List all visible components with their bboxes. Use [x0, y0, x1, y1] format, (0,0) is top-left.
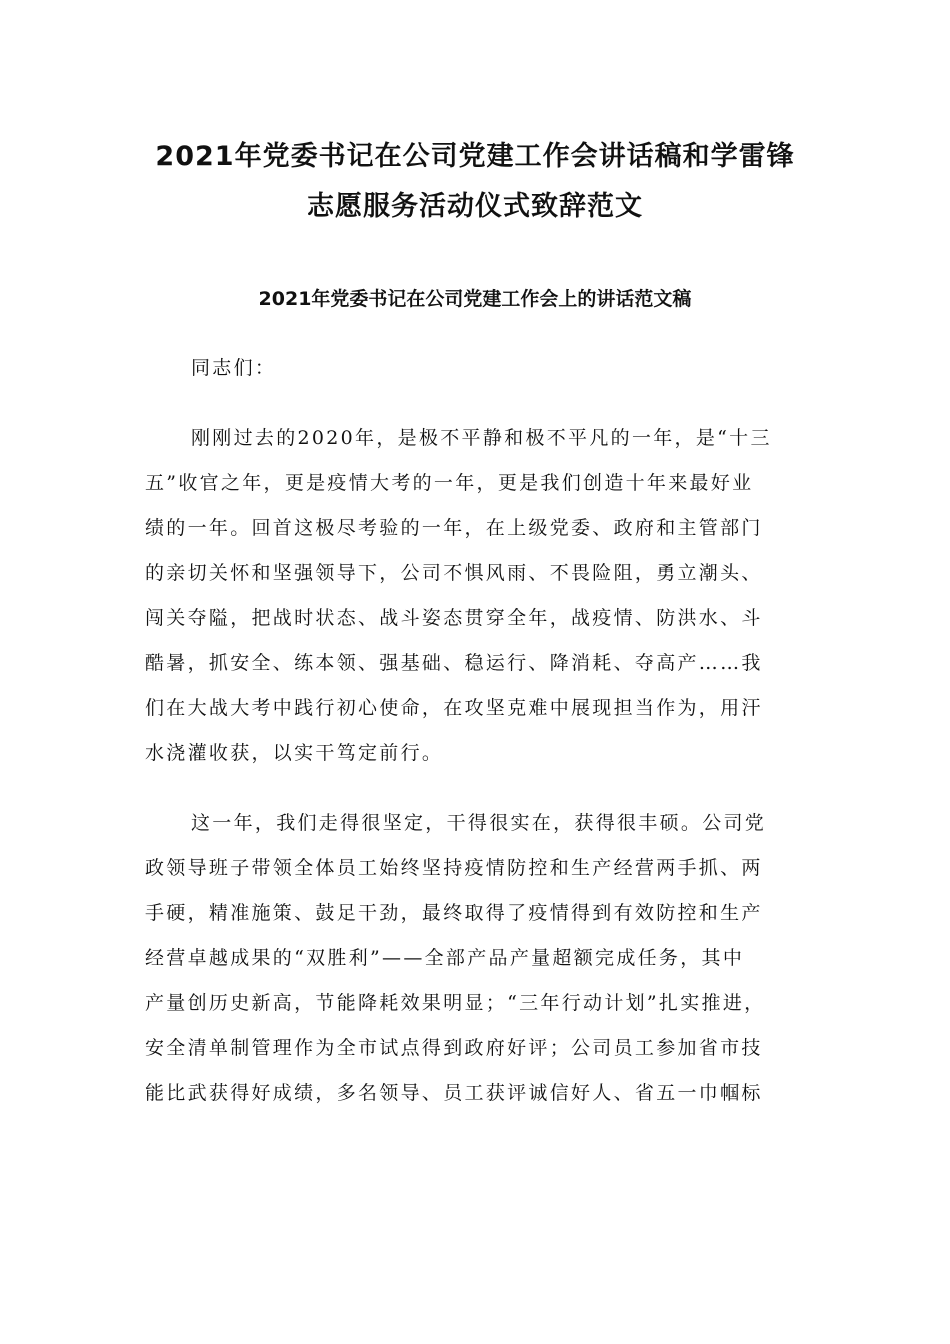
paragraph-2-line: 经营卓越成果的“双胜利”——全部产品产量超额完成任务，其中	[145, 947, 745, 969]
paragraph-1-line: 刚刚过去的2020年，是极不平静和极不平凡的一年，是“十三	[191, 427, 772, 449]
paragraph-2-line: 政领导班子带领全体员工始终坚持疫情防控和生产经营两手抓、两	[145, 857, 763, 879]
paragraph-2-line: 这一年，我们走得很坚定，干得很实在，获得很丰硕。公司党	[191, 812, 767, 834]
paragraph-1-line: 闯关夺隘，把战时状态、战斗姿态贯穿全年，战疫情、防洪水、斗	[145, 607, 763, 629]
document-title-line-2: 志愿服务活动仪式致辞范文	[307, 191, 643, 222]
paragraph-1-line: 酷暑，抓安全、练本领、强基础、稳运行、降消耗、夺高产……我	[145, 652, 763, 674]
paragraph-2-line: 产量创历史新高，节能降耗效果明显；“三年行动计划”扎实推进，	[145, 992, 766, 1014]
paragraph-2-line: 手硬，精准施策、鼓足干劲，最终取得了疫情得到有效防控和生产	[145, 902, 763, 924]
paragraph-1-line: 的亲切关怀和坚强领导下，公司不惧风雨、不畏险阻，勇立潮头、	[145, 562, 763, 584]
paragraph-1-line: 们在大战大考中践行初心使命，在攻坚克难中展现担当作为，用汗	[145, 697, 763, 719]
paragraph-1-line: 绩的一年。回首这极尽考验的一年，在上级党委、政府和主管部门	[145, 517, 763, 539]
paragraph-1-line: 五”收官之年，更是疫情大考的一年，更是我们创造十年来最好业	[145, 472, 754, 494]
paragraph-2-line: 能比武获得好成绩，多名领导、员工获评诚信好人、省五一巾帼标	[145, 1082, 763, 1104]
salutation: 同志们：	[191, 357, 277, 379]
paragraph-2-line: 安全清单制管理作为全市试点得到政府好评；公司员工参加省市技	[145, 1037, 763, 1059]
section-heading: 2021年党委书记在公司党建工作会上的讲话范文稿	[258, 288, 692, 310]
document-title-line-1: 2021年党委书记在公司党建工作会讲话稿和学雷锋	[155, 141, 795, 172]
paragraph-1-line: 水浇灌收获，以实干笃定前行。	[145, 742, 444, 764]
